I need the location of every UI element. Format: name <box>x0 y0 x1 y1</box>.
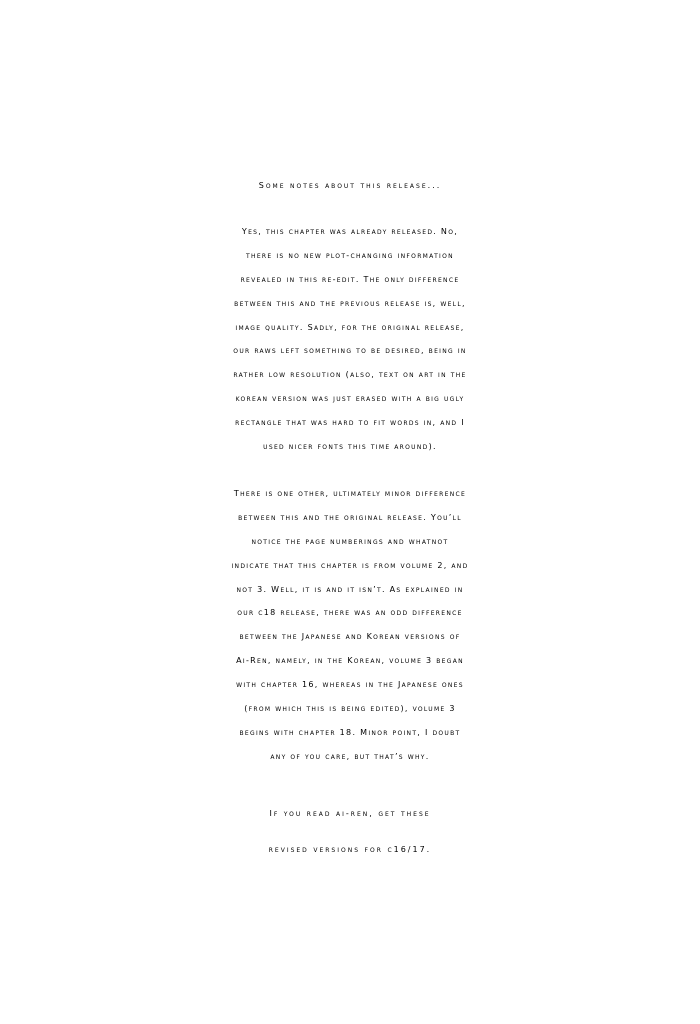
text-line: Ai-Ren, namely, in the Korean, volume 3 began <box>236 656 464 666</box>
text-line: used nicer fonts this time around). <box>263 442 437 452</box>
text-line: with chapter 16, whereas in the Japanese ones <box>236 680 464 690</box>
text-line: any of you care, but that’s why. <box>270 751 430 761</box>
text-line: There is one other, ultimately minor difference <box>233 489 467 498</box>
text-line: revealed in this re-edit. The only difference <box>240 274 460 284</box>
text-line: Yes, this chapter was already released. No, <box>241 227 459 236</box>
text-line: our raws left something to be desired, being in <box>233 346 467 356</box>
paragraph-release-notes <box>0 220 700 459</box>
text-line: between this and the previous release is, well, <box>234 298 466 308</box>
text-line: begins with chapter 18. Minor point, I doubt <box>239 727 461 737</box>
closing-line: If you read ai-ren, get these <box>269 809 431 818</box>
text-line: there is no new plot-changing information <box>246 250 454 260</box>
text-line: between this and the original release. You’ll <box>238 512 462 522</box>
text-line: rectangle that was hard to fit words in, and I <box>235 418 465 428</box>
paragraph-volume-difference <box>0 482 700 769</box>
text-line: (from which this is being edited), volume 3 <box>244 704 456 714</box>
closing-message <box>0 796 700 868</box>
text-line: between the Japanese and Korean versions of <box>239 632 461 642</box>
text-line: not 3. Well, it is and it isn’t. As explained in <box>236 584 464 594</box>
page-title: Some notes about this release... <box>258 181 442 190</box>
text-line: our c18 release, there was an odd difference <box>237 608 463 618</box>
closing-line: revised versions for c16/17. <box>268 845 432 854</box>
text-line: korean version was just erased with a big ugly <box>235 394 465 404</box>
text-line: notice the page numberings and whatnot <box>251 536 449 546</box>
text-line: indicate that this chapter is from volume 2, and <box>231 560 469 570</box>
text-line: rather low resolution (also, text on art in the <box>233 370 467 380</box>
text-line: image quality. Sadly, for the original release, <box>235 322 465 332</box>
